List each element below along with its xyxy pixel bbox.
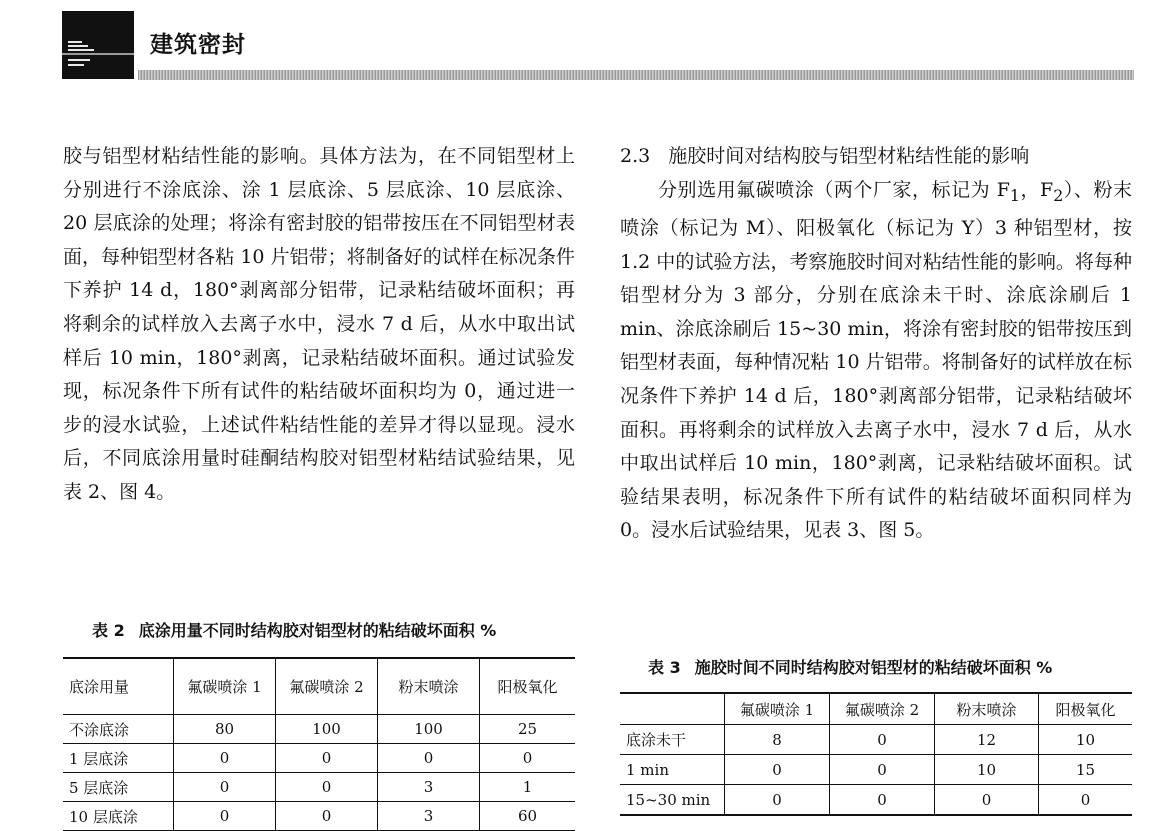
table-cell: 底涂未干 [620,725,725,755]
table-row [620,725,1132,755]
table-header-cell: 阳极氧化 [1039,693,1133,725]
paragraph-text: ，F [1019,178,1054,201]
table2-caption-text: 底涂用量不同时结构胶对铝型材的粘结破坏面积 % [138,621,497,640]
table-cell: 15~30 min [620,785,725,816]
table-cell: 100 [378,715,480,744]
table-cell: 0 [174,744,276,773]
table-cell: 0 [935,785,1039,816]
table-cell: 1 层底涂 [63,744,174,773]
table-cell: 1 [480,773,576,802]
table-cell: 0 [1039,785,1133,816]
table2-caption [92,618,496,641]
table-row [63,744,575,773]
section-number: 2.3 [620,145,651,167]
table-row [63,715,575,744]
body-paragraph [620,174,1132,548]
table-cell: 0 [830,755,935,785]
table-cell: 100 [276,715,378,744]
table-cell: 80 [174,715,276,744]
body-paragraph: 胶与铝型材粘结性能的影响。具体方法为，在不同铝型材上分别进行不涂底涂、涂 1 层底涂、5 层底涂、10 层底涂、20 层底涂的处理；将涂有密封胶的铝带按压在不同铝型材表面，每种铝型材各粘 10 片铝带；将制备好的试样在标况条件下养护 14 d，180°剥离部分铝带，记录粘结破坏面积；再将剩余的试样放入去离子水中，浸水 7 d 后，从水中取出试样后 10 min，180°剥离，记录粘结破坏面积。通过试验发现，标况条件下所有试件的粘结破坏面积均为 0，通过进一步的浸水试验，上述试件粘结性能的差异才得以显现。浸水后，不同底涂用量时硅酮结构胶对铝型材粘结试验结果，见表 2、图 4。 [63,145,575,503]
table-cell: 15 [1039,755,1133,785]
table-header-cell [620,693,725,725]
table-cell: 0 [725,755,830,785]
table-cell: 1 min [620,755,725,785]
table-row [620,785,1132,816]
paragraph-text: ）、粉末喷涂（标记为 M）、阳极氧化（标记为 Y）3 种铝型材，按 1.2 中的试验方法，考察施胶时间对粘结性能的影响。将每种铝型材分为 3 部分，分别在底涂未干时、涂底涂刷后 1 min、涂底涂刷后 15~30 min，将涂有密封胶的铝带按压到铝型材表面，每种情况粘 10 片铝带。将制备好的试样放在标况条件下养护 14 d 后，180°剥离部分铝带，记录粘结破坏面积。再将剩余的试样放入去离子水中，浸水 7 d 后，从水中取出试样后 10 min，180°剥离，记录粘结破坏面积。试验结果表明，标况条件下所有试件的粘结破坏面积同样为 0。浸水后试验结果，见表 3、图 5。 [620,178,1132,542]
journal-logo [62,11,134,79]
table-header-cell: 氟碳喷涂 1 [174,658,276,715]
table-cell: 0 [174,773,276,802]
table-header-cell: 阳极氧化 [480,658,576,715]
table-cell: 0 [174,802,276,831]
table-cell: 0 [480,744,576,773]
table-cell: 3 [378,773,480,802]
table-row [63,802,575,831]
table-row [620,755,1132,785]
table-cell: 0 [830,725,935,755]
subscript: 1 [1009,185,1020,205]
table-cell: 0 [830,785,935,816]
journal-title: 建筑密封 [150,32,246,58]
subscript: 2 [1053,185,1064,205]
table2 [63,657,575,831]
table-header-cell: 底涂用量 [63,658,174,715]
table-cell: 0 [276,773,378,802]
table-cell: 10 [1039,725,1133,755]
table-cell: 12 [935,725,1039,755]
table-header-cell: 氟碳喷涂 2 [276,658,378,715]
right-column [620,140,1132,548]
table-cell: 25 [480,715,576,744]
table3-caption-text: 施胶时间不同时结构胶对铝型材的粘结破坏面积 % [694,658,1053,677]
header-band [138,70,1134,80]
table-cell: 60 [480,802,576,831]
table-cell: 5 层底涂 [63,773,174,802]
table-row [63,773,575,802]
table-cell: 8 [725,725,830,755]
table3 [620,692,1132,816]
table-cell: 0 [276,802,378,831]
table-header-row [63,658,575,715]
table-cell: 0 [725,785,830,816]
table3-caption [648,655,1052,678]
table2-label: 表 2 [92,621,125,640]
table3-label: 表 3 [648,658,681,677]
table-header-row [620,693,1132,725]
table-header-cell: 氟碳喷涂 2 [830,693,935,725]
section-heading [620,140,1132,174]
table-header-cell: 粉末喷涂 [378,658,480,715]
left-column [63,140,575,510]
section-title: 施胶时间对结构胶与铝型材粘结性能的影响 [668,145,1030,167]
table-cell: 10 [935,755,1039,785]
table-cell: 10 层底涂 [63,802,174,831]
table-cell: 0 [378,744,480,773]
table-cell: 3 [378,802,480,831]
table-cell: 不涂底涂 [63,715,174,744]
paragraph-text: 分别选用氟碳喷涂（两个厂家，标记为 F [658,178,1010,201]
table-cell: 0 [276,744,378,773]
table-header-cell: 粉末喷涂 [935,693,1039,725]
table-header-cell: 氟碳喷涂 1 [725,693,830,725]
